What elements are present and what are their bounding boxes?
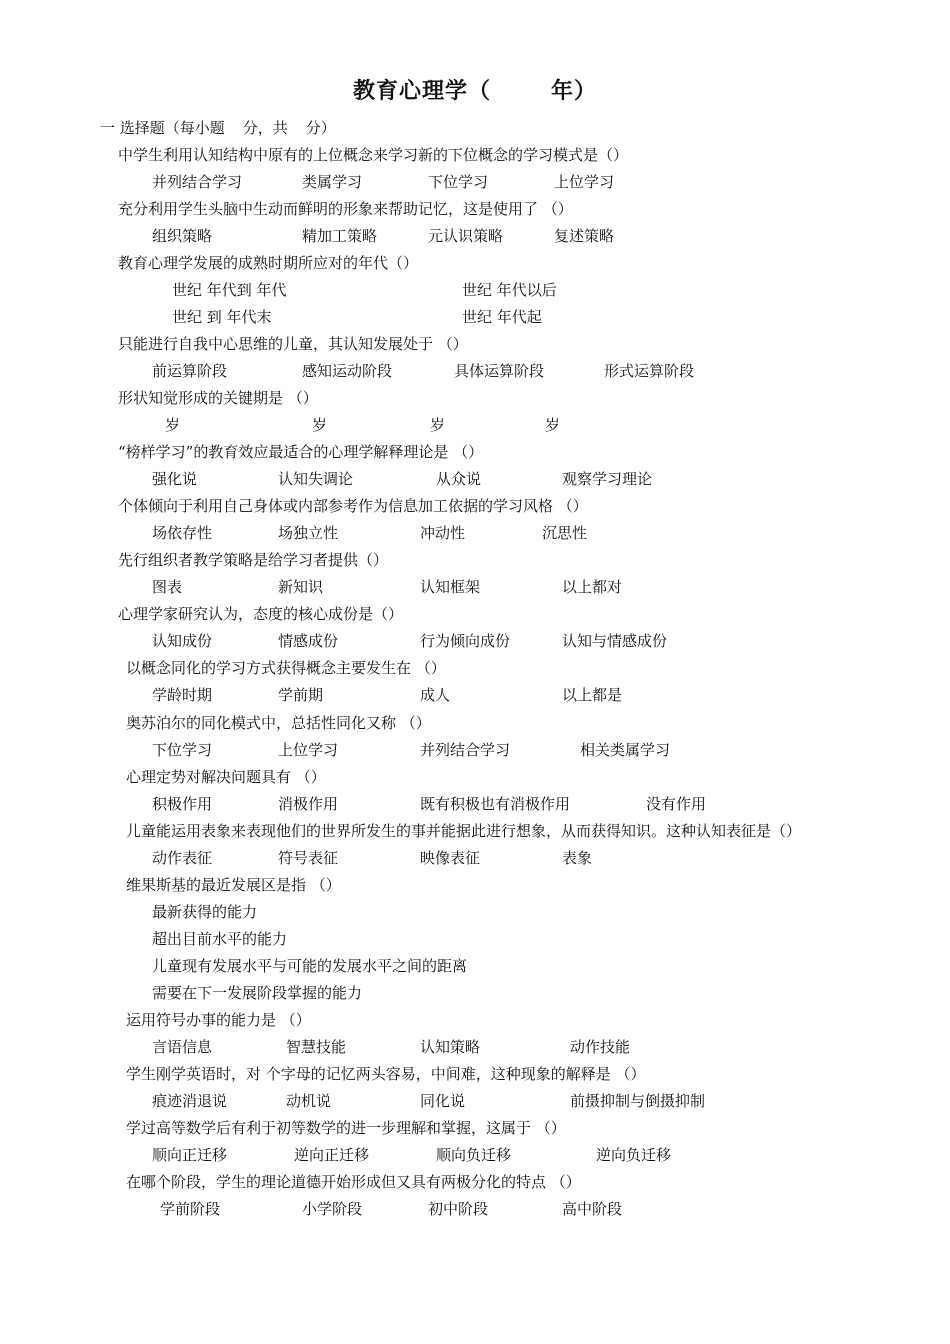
question-1: 中学生利用认知结构中原有的上位概念来学习新的下位概念的学习模式是（）	[118, 146, 629, 164]
question-11-option-d: 相关类属学习	[580, 741, 671, 759]
question-6-option-c: 从众说	[436, 470, 482, 488]
question-15-option-a: 言语信息	[152, 1038, 213, 1056]
question-14-option-b: 超出目前水平的能力	[152, 930, 288, 948]
question-1-option-b: 类属学习	[302, 173, 363, 191]
question-3-option-b: 世纪 年代以后	[462, 281, 557, 299]
question-15-option-c: 认知策略	[420, 1038, 481, 1056]
question-2-option-c: 元认识策略	[428, 227, 504, 245]
question-18-option-d: 高中阶段	[562, 1200, 623, 1218]
question-13-option-d: 表象	[562, 849, 593, 867]
question-9-option-c: 行为倾向成份	[420, 632, 511, 650]
question-5-option-b: 岁	[312, 416, 328, 434]
question-2-option-b: 精加工策略	[302, 227, 378, 245]
question-18-option-c: 初中阶段	[428, 1200, 489, 1218]
question-15-option-d: 动作技能	[570, 1038, 631, 1056]
question-9-option-b: 情感成份	[278, 632, 339, 650]
question-10: 以概念同化的学习方式获得概念主要发生在 （）	[126, 659, 446, 677]
question-13-option-c: 映像表征	[420, 849, 481, 867]
question-13-option-b: 符号表征	[278, 849, 339, 867]
question-3: 教育心理学发展的成熟时期所应对的年代（）	[118, 254, 419, 272]
question-8-option-d: 以上都对	[562, 578, 623, 596]
question-3-option-a: 世纪 年代到 年代	[172, 281, 287, 299]
question-10-option-b: 学前期	[278, 686, 324, 704]
title-suffix: 年）	[551, 78, 598, 104]
question-4-option-a: 前运算阶段	[152, 362, 228, 380]
question-14: 维果斯基的最近发展区是指 （）	[126, 876, 341, 894]
question-7-option-b: 场独立性	[278, 524, 339, 542]
question-13: 儿童能运用表象来表现他们的世界所发生的事并能据此进行想象，从而获得知识。这种认知表征是（）	[126, 822, 802, 840]
question-7-option-d: 沉思性	[542, 524, 588, 542]
question-16: 学生刚学英语时，对 个字母的记忆两头容易，中间难，这种现象的解释是 （）	[126, 1065, 646, 1083]
question-5-option-c: 岁	[430, 416, 446, 434]
question-17-option-c: 顺向负迁移	[436, 1146, 512, 1164]
question-14-option-a: 最新获得的能力	[152, 903, 258, 921]
question-6-option-b: 认知失调论	[278, 470, 354, 488]
question-16-option-b: 动机说	[286, 1092, 332, 1110]
question-2-option-d: 复述策略	[554, 227, 615, 245]
question-3-option-c: 世纪 到 年代末	[172, 308, 272, 326]
question-9-option-d: 认知与情感成份	[562, 632, 668, 650]
question-12-option-c: 既有积极也有消极作用	[420, 795, 571, 813]
question-1-option-c: 下位学习	[428, 173, 489, 191]
question-6-option-d: 观察学习理论	[562, 470, 653, 488]
question-2: 充分利用学生头脑中生动而鲜明的形象来帮助记忆，这是使用了 （）	[118, 200, 573, 218]
question-9-option-a: 认知成份	[152, 632, 213, 650]
question-12-option-a: 积极作用	[152, 795, 213, 813]
question-11: 奥苏泊尔的同化模式中，总括性同化又称 （）	[126, 714, 431, 732]
question-7-option-a: 场依存性	[152, 524, 213, 542]
question-8-option-b: 新知识	[278, 578, 324, 596]
document-title	[0, 74, 950, 105]
question-16-option-c: 同化说	[420, 1092, 466, 1110]
section-heading-a: 一 选择题（每小题	[100, 119, 225, 137]
question-17-option-a: 顺向正迁移	[152, 1146, 228, 1164]
question-15-option-b: 智慧技能	[286, 1038, 347, 1056]
question-4-option-b: 感知运动阶段	[302, 362, 393, 380]
question-10-option-d: 以上都是	[562, 686, 623, 704]
section-heading-b: 分，共	[242, 119, 288, 137]
question-7-option-c: 冲动性	[420, 524, 466, 542]
question-14-option-c: 儿童现有发展水平与可能的发展水平之间的距离	[152, 957, 468, 975]
question-4-option-c: 具体运算阶段	[454, 362, 545, 380]
question-17: 学过高等数学后有利于初等数学的进一步理解和掌握，这属于 （）	[126, 1119, 566, 1137]
question-18-option-b: 小学阶段	[302, 1200, 363, 1218]
question-13-option-a: 动作表征	[152, 849, 213, 867]
section-heading-c: 分）	[305, 119, 336, 137]
question-12-option-b: 消极作用	[278, 795, 339, 813]
question-5-option-d: 岁	[545, 416, 561, 434]
question-8: 先行组织者教学策略是给学习者提供（）	[118, 551, 389, 569]
question-12-option-d: 没有作用	[646, 795, 707, 813]
question-17-option-b: 逆向正迁移	[294, 1146, 370, 1164]
question-18-option-a: 学前阶段	[160, 1200, 221, 1218]
question-3-option-d: 世纪 年代起	[462, 308, 542, 326]
question-1-option-a: 并列结合学习	[152, 173, 243, 191]
question-11-option-a: 下位学习	[152, 741, 213, 759]
question-16-option-a: 痕迹消退说	[152, 1092, 228, 1110]
question-8-option-a: 图表	[152, 578, 183, 596]
question-6-option-a: 强化说	[152, 470, 198, 488]
question-11-option-b: 上位学习	[278, 741, 339, 759]
question-11-option-c: 并列结合学习	[420, 741, 511, 759]
question-6: “榜样学习”的教育效应最适合的心理学解释理论是 （）	[118, 443, 484, 461]
question-4: 只能进行自我中心思维的儿童，其认知发展处于 （）	[118, 335, 468, 353]
question-5: 形状知觉形成的关键期是 （）	[118, 389, 318, 407]
question-14-option-d: 需要在下一发展阶段掌握的能力	[152, 984, 363, 1002]
question-7: 个体倾向于利用自己身体或内部参考作为信息加工依据的学习风格 （）	[118, 497, 588, 515]
question-1-option-d: 上位学习	[554, 173, 615, 191]
title-prefix: 教育心理学（	[352, 78, 491, 104]
question-4-option-d: 形式运算阶段	[604, 362, 695, 380]
question-12: 心理定势对解决问题具有 （）	[126, 768, 326, 786]
question-15: 运用符号办事的能力是 （）	[126, 1011, 311, 1029]
question-9: 心理学家研究认为，态度的核心成份是（）	[118, 605, 404, 623]
question-10-option-a: 学龄时期	[152, 686, 213, 704]
question-8-option-c: 认知框架	[420, 578, 481, 596]
question-17-option-d: 逆向负迁移	[596, 1146, 672, 1164]
question-16-option-d: 前摄抑制与倒摄抑制	[570, 1092, 706, 1110]
section-heading	[100, 117, 336, 138]
question-2-option-a: 组织策略	[152, 227, 213, 245]
question-5-option-a: 岁	[165, 416, 181, 434]
question-18: 在哪个阶段，学生的理论道德开始形成但又具有两极分化的特点 （）	[126, 1173, 581, 1191]
question-10-option-c: 成人	[420, 686, 451, 704]
